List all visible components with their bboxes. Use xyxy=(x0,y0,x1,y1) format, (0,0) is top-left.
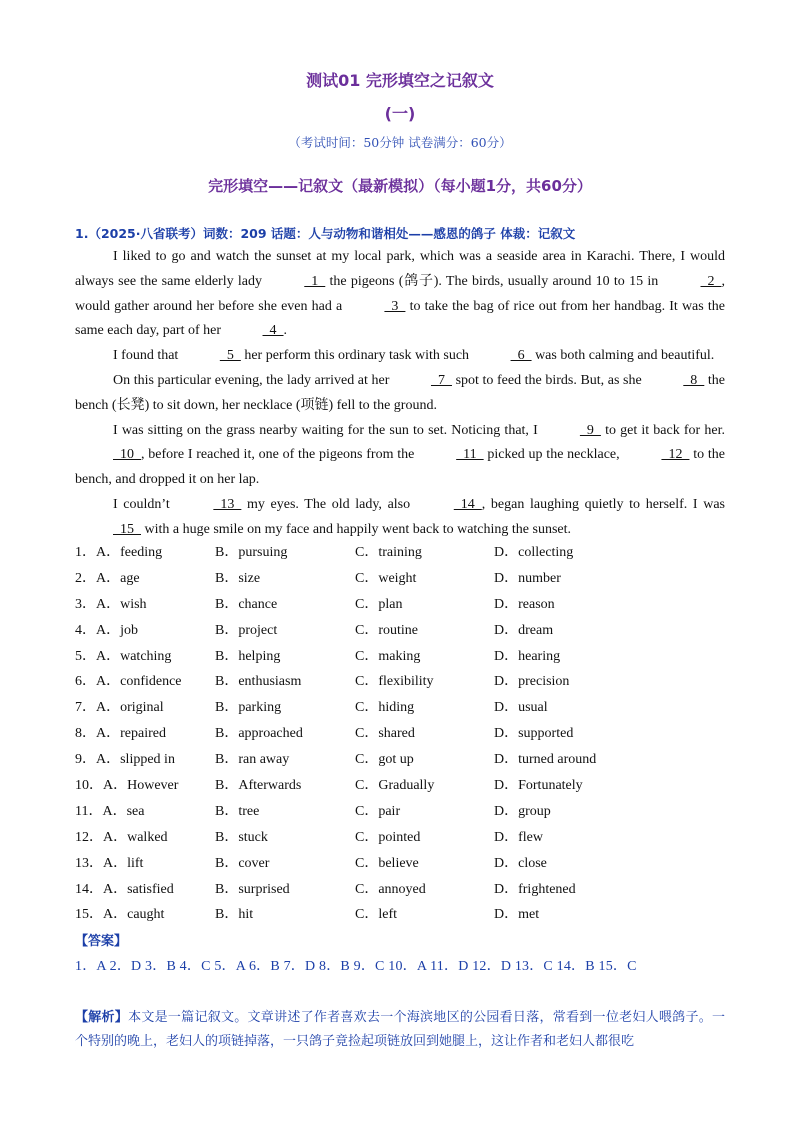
option-d: D．frightened xyxy=(494,881,576,897)
option-d: D．number xyxy=(494,570,561,586)
option-b: B．parking xyxy=(215,700,282,716)
passage-text: her perform this ordinary task with such xyxy=(240,348,473,364)
option-b: B．stuck xyxy=(215,829,268,845)
option-a: 3．A．wish xyxy=(75,596,147,612)
blank-11: 11 xyxy=(456,447,484,463)
blank-13: 13 xyxy=(213,496,242,512)
passage-text: , would gather around her before she even had a xyxy=(75,273,726,314)
passage-text: with a huge smile on my face and happily went back to watching the sunset. xyxy=(141,521,572,537)
blank-8: 8 xyxy=(683,372,705,388)
option-a: 8．A．repaired xyxy=(75,726,166,742)
passage-text: to the bench, and dropped it on her lap. xyxy=(75,447,725,488)
option-d: D．dream xyxy=(494,622,554,638)
option-a: 15．A．caught xyxy=(75,907,165,923)
paragraph-1 xyxy=(75,245,725,344)
option-d: D．met xyxy=(494,907,540,923)
blank-1: 1 xyxy=(304,273,326,289)
blank-14: 14 xyxy=(453,496,482,512)
option-b: B．chance xyxy=(215,596,278,612)
option-b: B．helping xyxy=(215,648,281,664)
options-list xyxy=(75,541,725,929)
option-row xyxy=(75,696,725,722)
passage-text: , began laughing quietly to herself. I was xyxy=(481,496,725,512)
option-c: C．got up xyxy=(355,752,414,768)
option-d: D．hearing xyxy=(494,648,561,664)
option-a: 4．A．job xyxy=(75,622,138,638)
option-c: C．believe xyxy=(355,855,419,871)
option-row xyxy=(75,722,725,748)
option-b: B．pursuing xyxy=(215,545,288,560)
option-c: C．hiding xyxy=(355,700,415,716)
option-c: C．left xyxy=(355,907,397,923)
passage-text: to take the bag of rice out from her handbag. It was the same each day, part of her xyxy=(75,298,725,339)
passage-text: I was sitting on the grass nearby waiting for the sun to set. Noticing that, I xyxy=(113,422,542,438)
option-d: D．usual xyxy=(494,700,548,716)
blank-5: 5 xyxy=(219,348,241,364)
passage-text: was both calming and beautiful. xyxy=(531,348,715,364)
option-row xyxy=(75,878,725,904)
answer-text: 1．A 2．D 3．B 4．C 5．A 6．B 7．D 8．B 9．C 10．A 11．D 12．D 13．C 14．B 15．C xyxy=(75,959,637,974)
option-a: 14．A．satisfied xyxy=(75,881,174,897)
option-d: D．flew xyxy=(494,829,543,845)
option-d: D．reason xyxy=(494,596,555,612)
option-c: C．pair xyxy=(355,803,401,819)
option-c: C．annoyed xyxy=(355,881,426,897)
passage-text: my eyes. The old lady, also xyxy=(241,496,416,512)
option-a: 5．A．watching xyxy=(75,648,172,664)
option-b: B．enthusiasm xyxy=(215,674,302,690)
passage-text: , before I reached it, one of the pigeons from the xyxy=(141,447,419,463)
option-a: 2．A．age xyxy=(75,570,140,586)
option-d: D．supported xyxy=(494,726,574,742)
option-c: C．routine xyxy=(355,622,418,638)
blank-4: 4 xyxy=(262,323,284,339)
passage-text: the bench (长凳) to sit down, her necklace (项链) fell to the ground. xyxy=(75,372,725,413)
option-row xyxy=(75,826,725,852)
option-a: 10．A．However xyxy=(75,778,179,794)
option-b: B．ran away xyxy=(215,752,290,768)
blank-9: 9 xyxy=(579,422,601,438)
passage-text: I couldn’t xyxy=(113,496,176,512)
option-c: C．shared xyxy=(355,726,415,742)
option-c: C．pointed xyxy=(355,829,421,845)
paragraph-5 xyxy=(75,493,725,543)
paragraph-3 xyxy=(75,369,725,419)
page-title: 测试01 完形填空之记叙文 xyxy=(306,71,494,90)
option-b: B．hit xyxy=(215,907,254,923)
option-row xyxy=(75,852,725,878)
option-b: B．surprised xyxy=(215,881,290,897)
option-c: C．making xyxy=(355,648,421,664)
paragraph-4 xyxy=(75,419,725,493)
option-a: 9．A．slipped in xyxy=(75,752,175,768)
option-row xyxy=(75,593,725,619)
option-row xyxy=(75,645,725,671)
option-c: C．weight xyxy=(355,570,417,586)
option-row xyxy=(75,670,725,696)
option-a: 11．A．sea xyxy=(75,803,145,819)
passage-text: On this particular evening, the lady arrived at her xyxy=(113,372,393,388)
passage-text: I found that xyxy=(113,348,182,364)
option-c: C．training xyxy=(355,545,422,560)
page-subtitle: (一) xyxy=(384,104,416,123)
option-d: D．Fortunately xyxy=(494,778,583,794)
option-b: B．size xyxy=(215,570,261,586)
option-b: B．tree xyxy=(215,803,260,819)
option-d: D．group xyxy=(494,803,551,819)
option-d: D．turned around xyxy=(494,752,597,768)
passage-text: the pigeons (鸽子). The birds, usually around 10 to 15 in xyxy=(325,273,663,289)
passage-text: . xyxy=(283,323,288,339)
passage-text: picked up the necklace, xyxy=(483,447,624,463)
option-row xyxy=(75,800,725,826)
option-row xyxy=(75,774,725,800)
exam-info: （考试时间：50分钟 试卷满分：60分） xyxy=(288,135,512,150)
section-title: 完形填空——记叙文（最新模拟）（每小题1分，共60分） xyxy=(208,177,592,195)
passage-text: spot to feed the birds. But, as she xyxy=(451,372,646,388)
option-b: B．approached xyxy=(215,726,303,742)
option-row xyxy=(75,567,725,593)
option-d: D．collecting xyxy=(494,545,574,560)
blank-2: 2 xyxy=(700,273,722,289)
blank-7: 7 xyxy=(430,372,452,388)
option-a: 1．A．feeding xyxy=(75,545,163,560)
blank-10: 10 xyxy=(113,447,141,463)
passage-text: to get it back for her. xyxy=(600,422,725,438)
blank-15: 15 xyxy=(113,521,141,537)
option-row xyxy=(75,541,725,567)
option-c: C．Gradually xyxy=(355,778,435,794)
passage xyxy=(75,245,725,543)
answer-label: 【答案】 xyxy=(75,934,128,949)
option-a: 7．A．original xyxy=(75,700,164,716)
option-a: 12．A．walked xyxy=(75,829,168,845)
option-c: C．plan xyxy=(355,596,403,612)
blank-6: 6 xyxy=(510,348,532,364)
passage-text: I liked to go and watch the sunset at my local park, which was a seaside area in Karachi. There, I would always see the same elderly lady xyxy=(75,249,725,289)
option-row xyxy=(75,748,725,774)
option-d: D．close xyxy=(494,855,547,871)
option-b: B．Afterwards xyxy=(215,778,302,794)
option-a: 6．A．confidence xyxy=(75,674,182,690)
paragraph-2 xyxy=(75,344,725,369)
option-a: 13．A．lift xyxy=(75,855,144,871)
option-row xyxy=(75,903,725,929)
blank-3: 3 xyxy=(384,298,406,314)
question-header: 1.（2025·八省联考）词数：209 话题：人与动物和谐相处——感恩的鸽子 体裁：记叙文 xyxy=(75,226,576,241)
option-b: B．cover xyxy=(215,855,270,871)
option-c: C．flexibility xyxy=(355,674,434,690)
analysis-text: 本文是一篇记叙文。文章讲述了作者喜欢去一个海滨地区的公园看日落，常看到一位老妇人喂鸽子。一个特别的晚上，老妇人的项链掉落，一只鸽子竟捡起项链放回到她腿上，这让作者和老妇人都很吃 xyxy=(75,1010,725,1049)
option-b: B．project xyxy=(215,622,278,638)
analysis xyxy=(75,1006,725,1054)
option-row xyxy=(75,619,725,645)
blank-12: 12 xyxy=(661,447,690,463)
analysis-label: 【解析】 xyxy=(75,1010,129,1025)
option-d: D．precision xyxy=(494,674,570,690)
